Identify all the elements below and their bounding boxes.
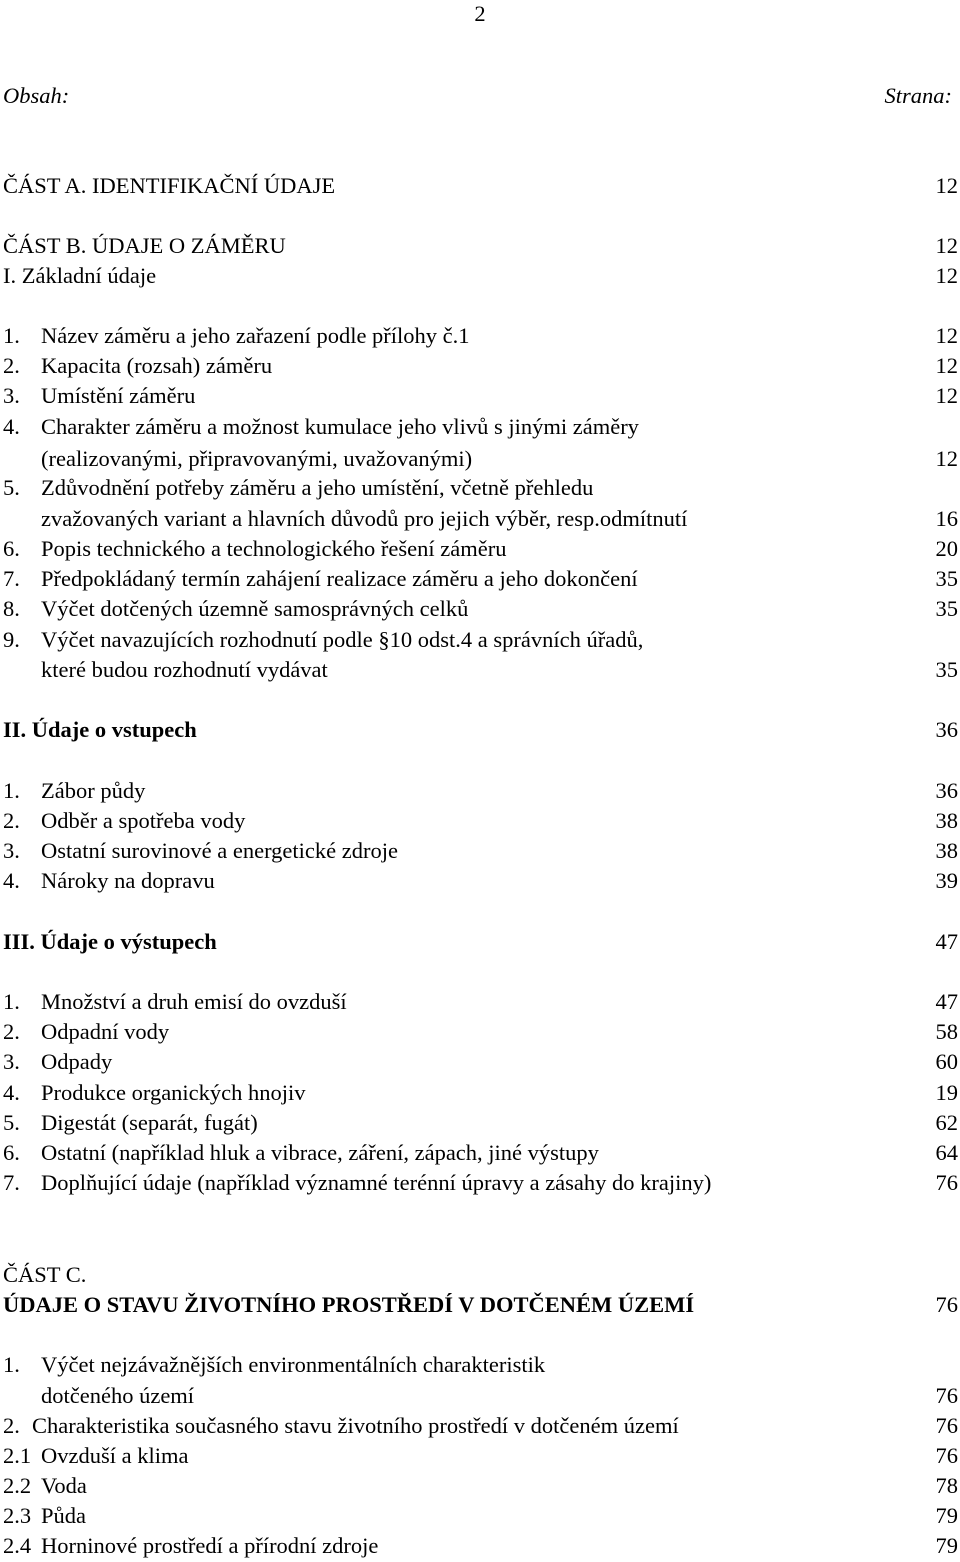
toc-entry bbox=[0, 807, 960, 835]
toc-entry bbox=[0, 474, 960, 502]
toc-entry bbox=[0, 1018, 960, 1046]
toc-entry-text: Ostatní (například hluk a vibrace, záření, zápach, jiné výstupy bbox=[41, 1140, 599, 1165]
toc-entry-number: 1. bbox=[3, 1352, 20, 1377]
toc-entry-text: II. Údaje o vstupech bbox=[3, 717, 197, 742]
toc-entry-text: Digestát (separát, fugát) bbox=[41, 1110, 258, 1135]
toc-entry-text: ČÁST A. IDENTIFIKAČNÍ ÚDAJE bbox=[3, 173, 336, 198]
toc-entry-text: Množství a druh emisí do ovzduší bbox=[41, 989, 347, 1014]
toc-entry bbox=[0, 535, 960, 563]
toc-entry-number: 9. bbox=[3, 627, 20, 652]
toc-entry-number: 7. bbox=[3, 1170, 20, 1195]
toc-entry-text: Kapacita (rozsah) záměru bbox=[41, 353, 273, 378]
toc-entry-number: 2.1 bbox=[3, 1443, 32, 1468]
toc-entry bbox=[0, 1442, 960, 1470]
toc-entry-text: Ostatní surovinové a energetické zdroje bbox=[41, 838, 398, 863]
toc-entry-text: Zábor půdy bbox=[41, 778, 146, 803]
toc-entry-text: Ovzduší a klima bbox=[41, 1443, 189, 1468]
toc-entry-text: ČÁST C. bbox=[3, 1262, 87, 1287]
toc-entry bbox=[0, 352, 960, 380]
toc-entry-text: I. Základní údaje bbox=[3, 263, 157, 288]
toc-entry-page: 38 bbox=[935, 838, 958, 863]
toc-entry-number: 6. bbox=[3, 1140, 20, 1165]
toc-entry-text: Odpadní vody bbox=[41, 1019, 170, 1044]
toc-entry-text: Výčet nejzávažnějších environmentálních charakteristik bbox=[41, 1352, 546, 1377]
toc-entry-page: 76 bbox=[935, 1413, 958, 1438]
toc-entry-page: 76 bbox=[935, 1383, 958, 1408]
toc-entry-number: 5. bbox=[3, 475, 20, 500]
toc-entry bbox=[0, 867, 960, 895]
toc-entry-page: 76 bbox=[935, 1443, 958, 1468]
toc-entry-text: Název záměru a jeho zařazení podle přílohy č.1 bbox=[41, 323, 470, 348]
toc-entry-text: Voda bbox=[41, 1473, 87, 1498]
toc-entry-number: 2.2 bbox=[3, 1473, 32, 1498]
toc-entry-page: 19 bbox=[935, 1080, 958, 1105]
toc-entry bbox=[0, 322, 960, 350]
toc-entry-page: 35 bbox=[935, 596, 958, 621]
toc-entry bbox=[0, 1048, 960, 1076]
toc-entry bbox=[0, 1472, 960, 1500]
toc-entry bbox=[0, 1079, 960, 1107]
toc-entry bbox=[0, 1351, 960, 1379]
toc-entry-number: 3. bbox=[3, 1049, 20, 1074]
toc-entry bbox=[0, 777, 960, 805]
toc-entry-page: 20 bbox=[935, 536, 958, 561]
toc-entry-text: které budou rozhodnutí vydávat bbox=[41, 657, 328, 682]
toc-entry bbox=[0, 1139, 960, 1167]
toc-entry-page: 60 bbox=[935, 1049, 958, 1074]
toc-entry bbox=[0, 595, 960, 623]
page-number: 2 bbox=[474, 1, 486, 26]
toc-entry-number: 5. bbox=[3, 1110, 20, 1135]
toc-entry-number: 2. bbox=[3, 808, 20, 833]
toc-entry-number: 1. bbox=[3, 989, 20, 1014]
toc-entry-text: III. Údaje o výstupech bbox=[3, 929, 217, 954]
toc-entry-page: 35 bbox=[935, 657, 958, 682]
toc-entry-text: Charakteristika současného stavu životního prostředí v dotčeném území bbox=[32, 1413, 679, 1438]
toc-entry-page: 47 bbox=[935, 989, 958, 1014]
toc-entry-page: 12 bbox=[935, 446, 958, 471]
toc-entry-number: 4. bbox=[3, 1080, 20, 1105]
toc-section-heading bbox=[0, 928, 960, 956]
toc-entry-page: 47 bbox=[935, 929, 958, 954]
toc-entry-text: Odpady bbox=[41, 1049, 113, 1074]
toc-entry-text: Výčet dotčených územně samosprávných celků bbox=[41, 596, 469, 621]
toc-entry bbox=[0, 837, 960, 865]
toc-entry-page: 38 bbox=[935, 808, 958, 833]
toc-entry bbox=[0, 232, 960, 260]
toc-entry-text: Charakter záměru a možnost kumulace jeho vlivů s jinými záměry bbox=[41, 414, 639, 439]
toc-entry-text: Umístění záměru bbox=[41, 383, 196, 408]
toc-entry-text: Popis technického a technologického řešení záměru bbox=[41, 536, 507, 561]
toc-entry bbox=[0, 1502, 960, 1530]
toc-entry bbox=[0, 988, 960, 1016]
toc-entry-text: Produkce organických hnojiv bbox=[41, 1080, 306, 1105]
toc-entry-page: 35 bbox=[935, 566, 958, 591]
toc-entry-number: 2. bbox=[3, 1019, 20, 1044]
toc-entry-page: 12 bbox=[935, 233, 958, 258]
toc-section-heading bbox=[0, 1291, 960, 1319]
toc-header-left: Obsah: bbox=[3, 83, 70, 108]
toc-entry-number: 8. bbox=[3, 596, 20, 621]
toc-entry bbox=[0, 413, 960, 441]
toc-section-heading bbox=[0, 716, 960, 744]
toc-entry-page: 62 bbox=[935, 1110, 958, 1135]
toc-entry bbox=[0, 262, 960, 290]
toc-entry-continuation bbox=[0, 656, 960, 684]
toc-entry-page: 78 bbox=[935, 1473, 958, 1498]
toc-entry-page: 12 bbox=[935, 383, 958, 408]
toc-entry-number: 2.3 bbox=[3, 1503, 32, 1528]
toc-entry-page: 36 bbox=[935, 717, 958, 742]
toc-entry-page: 39 bbox=[935, 868, 958, 893]
toc-entry-text: Doplňující údaje (například významné terénní úpravy a zásahy do krajiny) bbox=[41, 1170, 712, 1195]
toc-entry bbox=[0, 382, 960, 410]
toc-entry-number: 1. bbox=[3, 323, 20, 348]
toc-entry-number: 2. bbox=[3, 353, 20, 378]
toc-entry-page: 16 bbox=[935, 506, 958, 531]
toc-entry-continuation bbox=[0, 445, 960, 473]
toc-entry-text: Výčet navazujících rozhodnutí podle §10 odst.4 a správních úřadů, bbox=[41, 627, 644, 652]
toc-entry-page: 64 bbox=[935, 1140, 958, 1165]
toc-entry-page: 79 bbox=[935, 1533, 958, 1558]
toc-entry-text: Půda bbox=[41, 1503, 86, 1528]
toc-part-heading bbox=[0, 1261, 960, 1289]
toc-entry-text: Nároky na dopravu bbox=[41, 868, 215, 893]
toc-entry bbox=[0, 172, 960, 200]
toc-entry-page: 12 bbox=[935, 323, 958, 348]
toc-entry-number: 3. bbox=[3, 838, 20, 863]
toc-entry-text: ÚDAJE O STAVU ŽIVOTNÍHO PROSTŘEDÍ V DOTČENÉM ÚZEMÍ bbox=[3, 1292, 695, 1317]
toc-entry bbox=[0, 626, 960, 654]
toc-entry-page: 12 bbox=[935, 353, 958, 378]
toc-entry-number: 3. bbox=[3, 383, 20, 408]
toc-entry-page: 79 bbox=[935, 1503, 958, 1528]
toc-entry-number: 6. bbox=[3, 536, 20, 561]
toc-entry-number: 7. bbox=[3, 566, 20, 591]
toc-entry bbox=[0, 1412, 960, 1440]
toc-entry-number: 2. bbox=[3, 1413, 20, 1438]
toc-entry-number: 1. bbox=[3, 778, 20, 803]
toc-entry-number: 4. bbox=[3, 868, 20, 893]
toc-entry-page: 36 bbox=[935, 778, 958, 803]
toc-entry-text: Odběr a spotřeba vody bbox=[41, 808, 246, 833]
toc-entry-page: 12 bbox=[935, 263, 958, 288]
toc-entry-text: Předpokládaný termín zahájení realizace záměru a jeho dokončení bbox=[41, 566, 638, 591]
toc-entry bbox=[0, 1109, 960, 1137]
toc-entry-text: Horninové prostředí a přírodní zdroje bbox=[41, 1533, 379, 1558]
toc-entry-number: 4. bbox=[3, 414, 20, 439]
toc-entry-continuation bbox=[0, 505, 960, 533]
toc-entry-number: 2.4 bbox=[3, 1533, 32, 1558]
toc-entry bbox=[0, 1169, 960, 1197]
toc-entry-text: zvažovaných variant a hlavních důvodů pro jejich výběr, resp.odmítnutí bbox=[41, 506, 688, 531]
toc-entry-page: 58 bbox=[935, 1019, 958, 1044]
toc-entry bbox=[0, 1532, 960, 1560]
toc-entry-text: ČÁST B. ÚDAJE O ZÁMĚRU bbox=[3, 233, 286, 258]
toc-entry-text: (realizovanými, připravovanými, uvažovanými) bbox=[41, 446, 473, 471]
toc-entry-text: Zdůvodnění potřeby záměru a jeho umístění, včetně přehledu bbox=[41, 475, 594, 500]
toc-entry-page: 76 bbox=[935, 1170, 958, 1195]
toc-entry-text: dotčeného území bbox=[41, 1383, 195, 1408]
toc-entry-page: 12 bbox=[935, 173, 958, 198]
toc-entry-continuation bbox=[0, 1382, 960, 1410]
toc-header-right: Strana: bbox=[884, 83, 952, 108]
toc-entry-page: 76 bbox=[935, 1292, 958, 1317]
toc-entry bbox=[0, 565, 960, 593]
